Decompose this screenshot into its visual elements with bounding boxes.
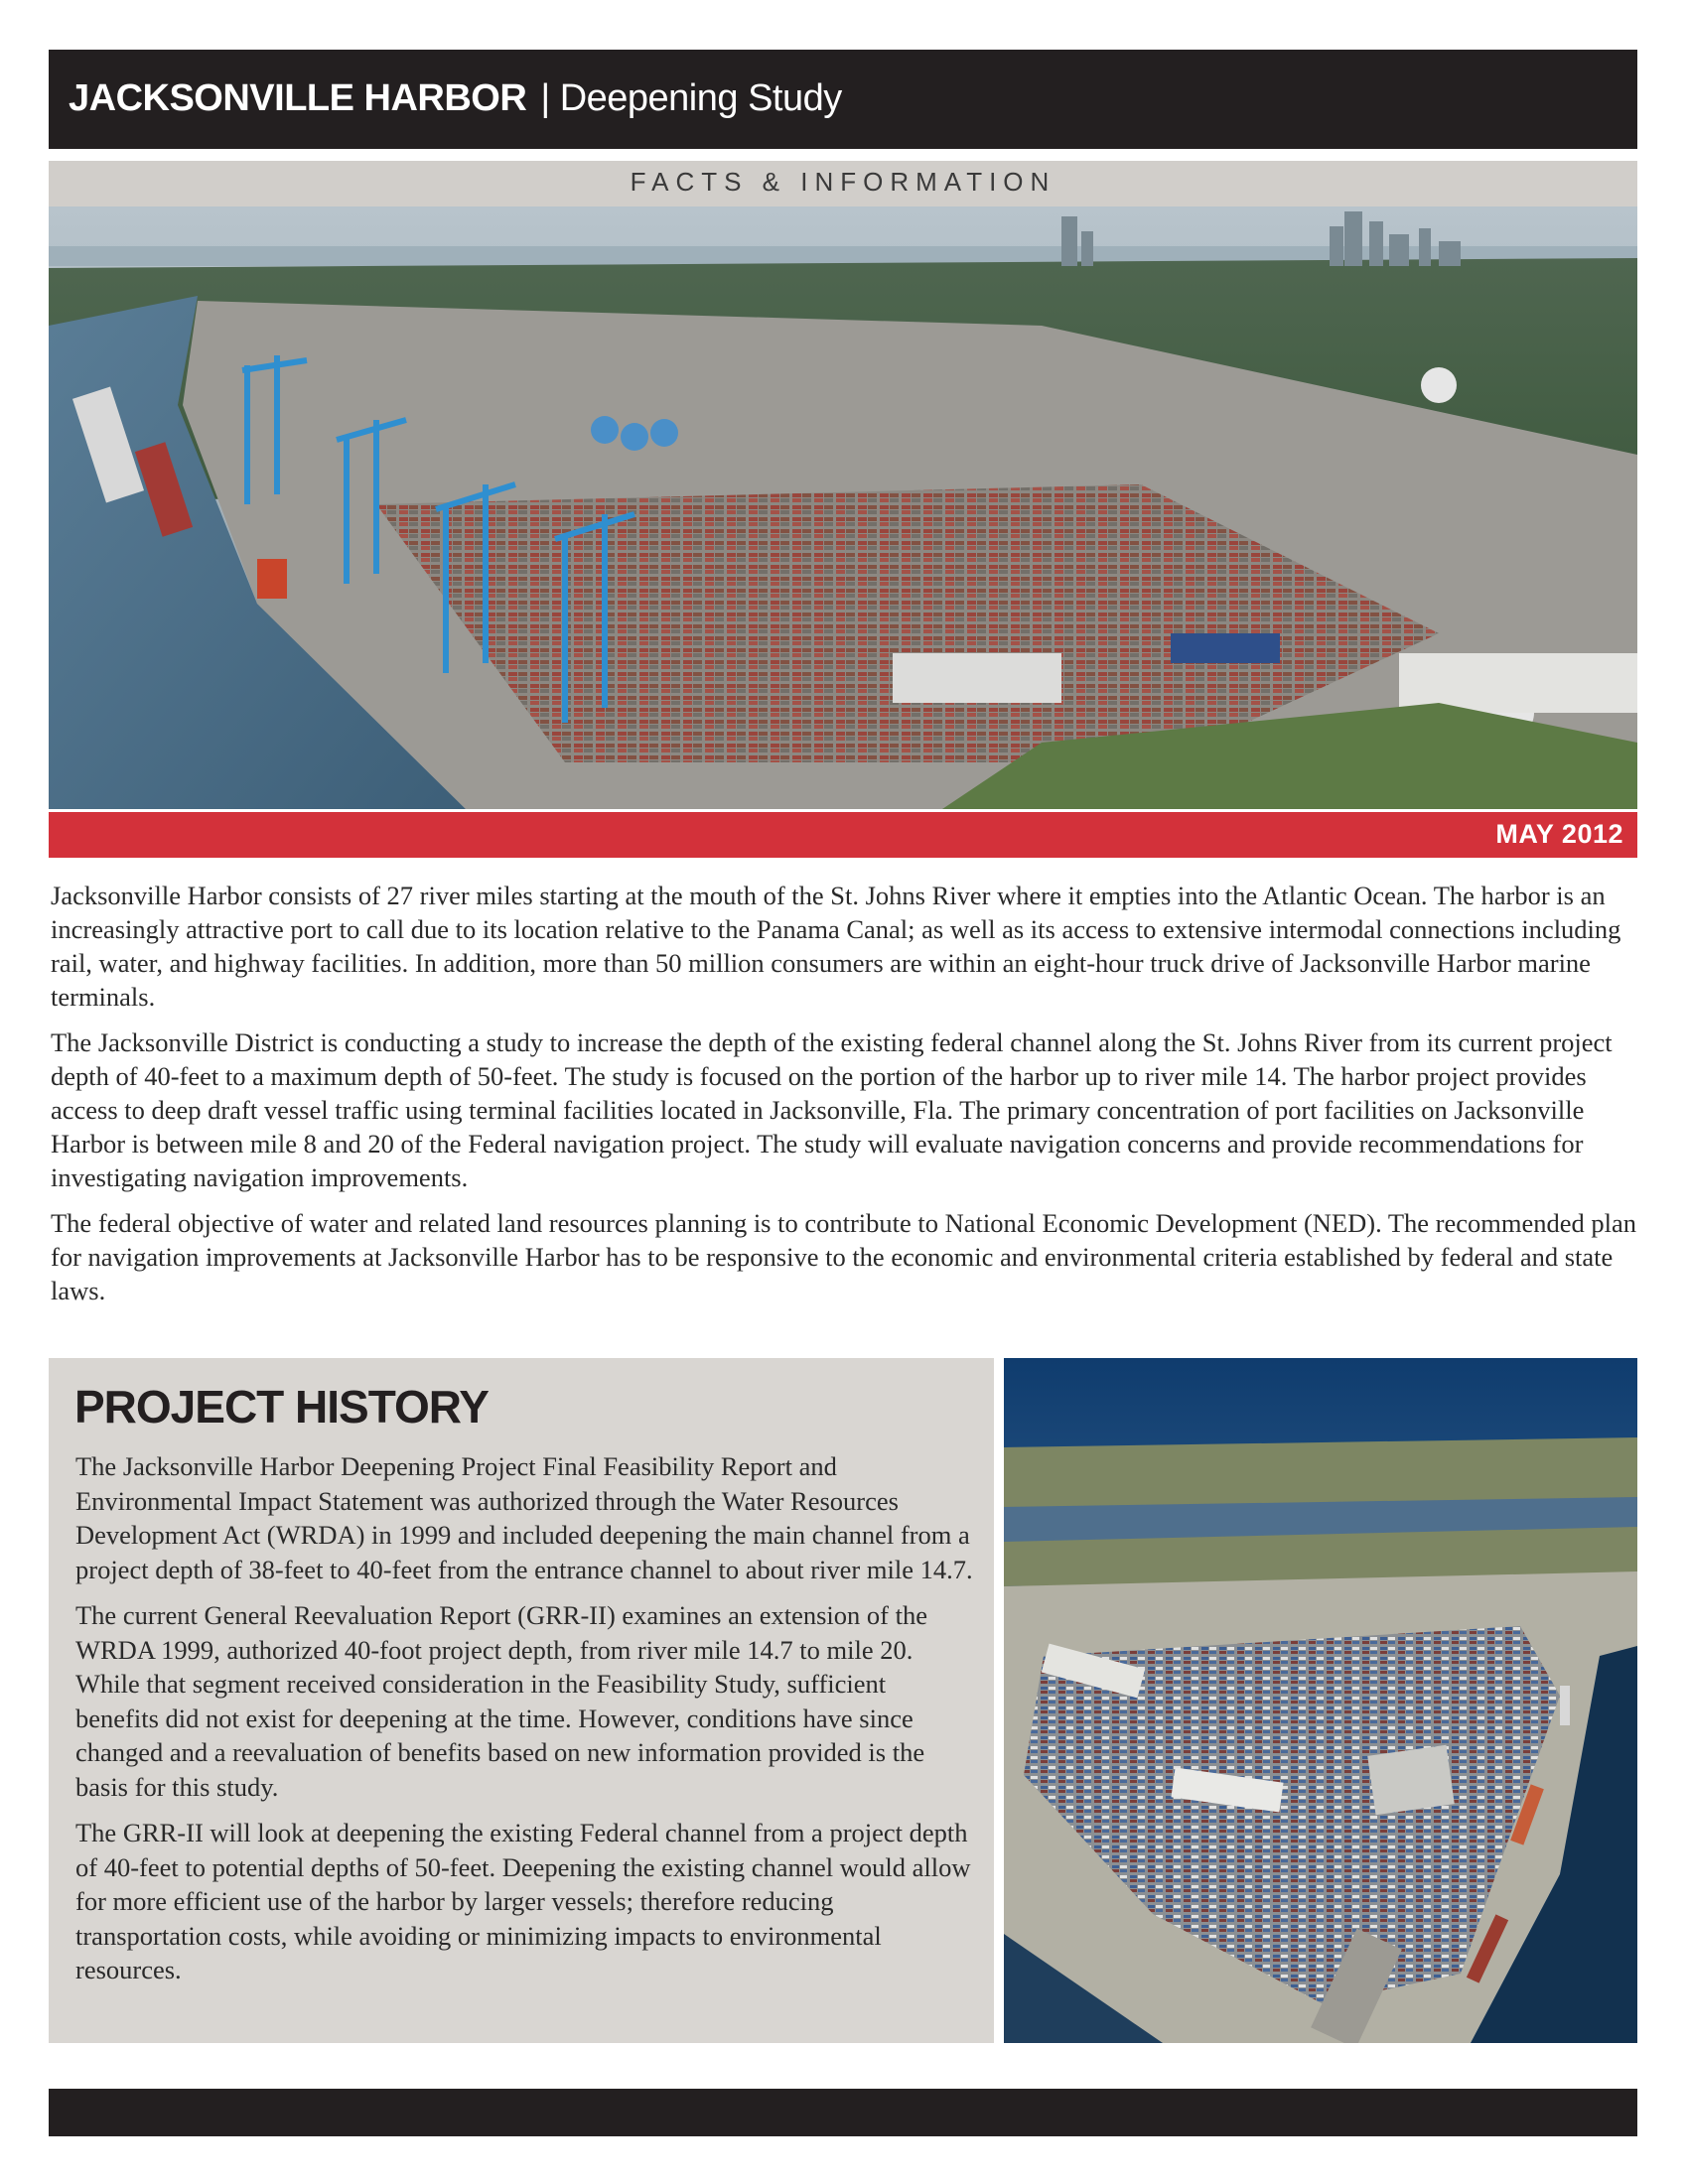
project-history-box: [49, 1358, 994, 2043]
intro-paragraph: The federal objective of water and related land resources planning is to contribute to National Economic Development (NED). The recommended plan for navigation improvements at Jacksonville Harbor has to be responsive to the economic and environmental criteria established by federal and state laws.: [51, 1208, 1637, 1305]
history-paragraph: The Jacksonville Harbor Deepening Project Final Feasibility Report and Environmental Impact Statement was authorized through the Water Resources Development Act (WRDA) in 1999 and included deepening the main channel from a project depth of 38-feet to 40-feet from the entrance channel to about river mile 14.7.: [75, 1451, 973, 1584]
facts-bar: [49, 161, 1637, 206]
document-title: [69, 77, 842, 120]
harbor-aerial-photo: [49, 206, 1637, 809]
terminal-aerial-photo: [1004, 1358, 1637, 2043]
title-light: Deepening Study: [559, 77, 842, 119]
intro-paragraph: Jacksonville Harbor consists of 27 river miles starting at the mouth of the St. Johns River where it empties into the Atlantic Ocean. The harbor is an increasingly attractive port to call due to its location relative to the Panama Canal; as well as its access to extensive intermodal connections including rail, water, and highway facilities. In addition, more than 50 million consumers are within an eight-hour truck drive of Jacksonville Harbor marine terminals.: [51, 881, 1621, 1012]
history-body: [75, 1449, 974, 1999]
history-paragraph: The current General Reevaluation Report (GRR-II) examines an extension of the WRDA 1999, authorized 40-foot project depth, from river mile 14.7 to mile 20. While that segment received consideration in the Feasibility Study, sufficient benefits did not exist for deepening at the time. However, conditions have since changed and a reevaluation of benefits based on new information provided is the basis for this study.: [75, 1600, 927, 1802]
intro-section: [51, 879, 1639, 1319]
title-bold: JACKSONVILLE HARBOR: [69, 77, 527, 119]
publication-date: MAY 2012: [1495, 819, 1623, 849]
intro-paragraph: The Jacksonville District is conducting a study to increase the depth of the existing federal channel along the St. Johns River from its current project depth of 40-feet to a maximum depth of 50-feet. The study is focused on the portion of the harbor up to river mile 14. The harbor project provides access to deep draft vessel traffic using terminal facilities located in Jacksonville, Fla. The primary concentration of port facilities on Jacksonville Harbor is between mile 8 and 20 of the Federal navigation project. The study will evaluate navigation concerns and provide recommendations for investigating navigation improvements.: [51, 1027, 1613, 1192]
title-separator: |: [540, 77, 550, 119]
history-paragraph: The GRR-II will look at deepening the existing Federal channel from a project depth of 40-feet to potential depths of 50-feet. Deepening the existing channel would allow for more efficient use of the harbor by larger vessels; therefore reducing transportation costs, while avoiding or minimizing impacts to environmental resources.: [75, 1818, 971, 1984]
facts-label: FACTS & INFORMATION: [630, 167, 1056, 197]
header-bar: [49, 50, 1637, 149]
section-heading: PROJECT HISTORY: [74, 1381, 489, 1433]
footer-bar: [49, 2089, 1637, 2136]
date-bar: [49, 812, 1637, 858]
